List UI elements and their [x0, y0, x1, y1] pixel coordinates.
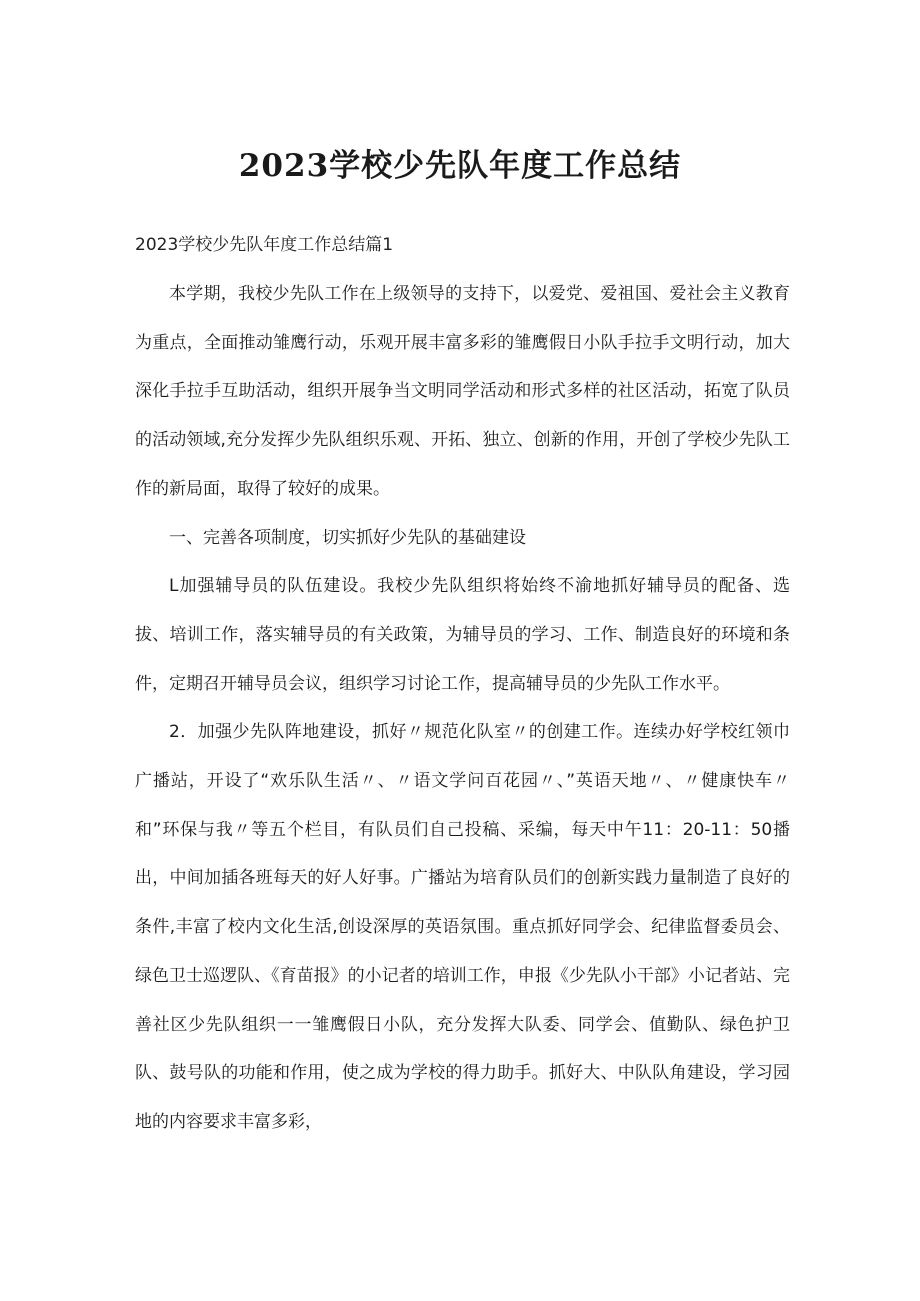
paragraph-intro: 本学期，我校少先队工作在上级领导的支持下，以爱党、爱祖国、爱社会主义教育为重点，全面推动雏鹰行动，乐观开展丰富多彩的雏鹰假日小队手拉手文明行动，加大深化手拉手互助活动，组织开展争当文明同学活动和形式多样的社区活动，拓宽了队员的活动领域,充分发挥少先队组织乐观、开拓、独立、创新的作用，开创了学校少先队工作的新局面，取得了较好的成果。 — [135, 284, 790, 499]
document-title: 2023学校少先队年度工作总结 — [238, 148, 682, 184]
paragraph-item-1: L加强辅导员的队伍建设。我校少先队组织将始终不渝地抓好辅导员的配备、选拔、培训工作，落实辅导员的有关政策，为辅导员的学习、工作、制造良好的环境和条件，定期召开辅导员会议，组织学习讨论工作，提高辅导员的少先队工作水平。 — [135, 576, 790, 694]
paragraph-item-2: 2．加强少先队阵地建设，抓好〃规范化队室〃的创建工作。连续办好学校红领巾广播站，开设了“欢乐队生活〃、〃语文学问百花园〃、”英语天地〃、〃健康快车〃和”环保与我〃等五个栏目，有队员们自己投稿、采编，每天中午11：20-11：50播出，中间加插各班每天的好人好事。广播站为培育队员们的创新实践力量制造了良好的条件,丰富了校内文化生活,创设深厚的英语氛围。重点抓好同学会、纪律监督委员会、绿色卫士巡逻队、《育苗报》的小记者的培训工作，申报《少先队小干部》小记者站、完善社区少先队组织一一雏鹰假日小队，充分发挥大队委、同学会、值勤队、绿色护卫队、鼓号队的功能和作用，使之成为学校的得力助手。抓好大、中队队角建设，学习园地的内容要求丰富多彩， — [135, 722, 790, 1132]
section-heading: 一、完善各项制度，切实抓好少先队的基础建设 — [169, 527, 526, 548]
document-subtitle: 2023学校少先队年度工作总结篇1 — [135, 235, 394, 255]
document-body — [135, 270, 790, 1147]
